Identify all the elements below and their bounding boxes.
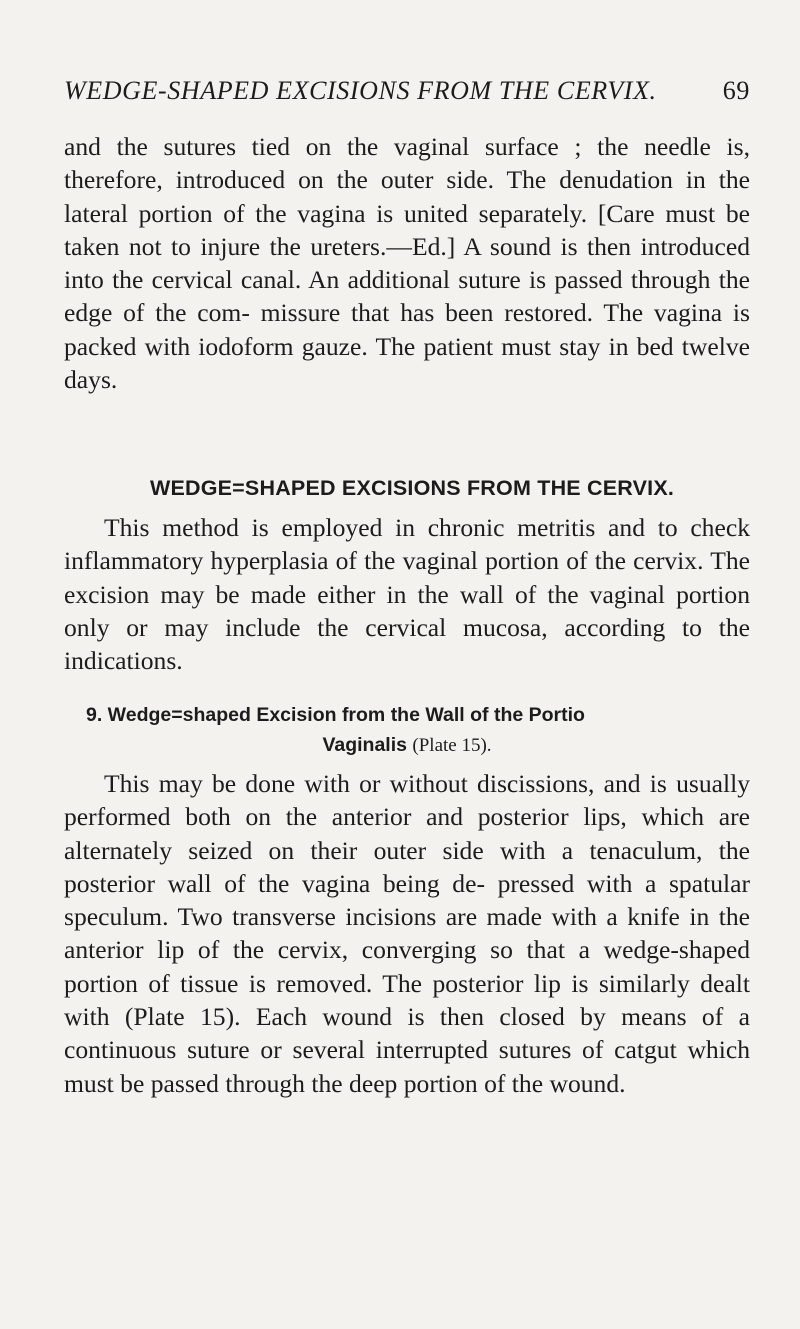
- subsection-heading-vaginalis: Vaginalis: [322, 734, 407, 756]
- section-heading: WEDGE=SHAPED EXCISIONS FROM THE CERVIX.: [149, 476, 675, 500]
- subsection-heading-line2: [64, 730, 750, 761]
- paragraph-continuation: and the sutures tied on the vaginal surface ; the needle is, therefore, introduced on the outer side. The denudation in the lateral portion of the vagina is united separately. [Care must be taken not to injure the ureters.—Ed.] A sound is then introduced into the cervical canal. An additional suture is passed through the edge of the com- missure that has been restored. The vagina is packed with iodoform gauze. The patient must stay in bed twelve days.: [64, 132, 750, 395]
- page-number: 69: [722, 76, 750, 105]
- paragraph-method: This method is employed in chronic metritis and to check inflammatory hyperplasia of the vaginal portion of the cervix. The excision may be made either in the wall of the vaginal portion only or may include the cervical mucosa, according to the indications.: [64, 513, 750, 676]
- plate-reference: (Plate 15).: [412, 735, 492, 756]
- running-head: [64, 76, 750, 116]
- subsection-heading: [64, 700, 750, 761]
- subsection-heading-line1: 9. Wedge=shaped Excision from the Wall of the Portio: [86, 704, 585, 726]
- paragraph-procedure: This may be done with or without discissions, and is usually performed both on the anterior and posterior lips, which are alternately seized on their outer side with a tenaculum, the posterior wall of the vagina being de- pressed with a spatular speculum. Two transverse incisions are made with a knife in the anterior lip of the cervix, converging so that a wedge-shaped portion of tissue is removed. The posterior lip is similarly dealt with (Plate 15). Each wound is then closed by means of a continuous suture or several interrupted sutures of catgut which must be passed through the deep portion of the wound.: [64, 769, 750, 1098]
- running-head-title: WEDGE-SHAPED EXCISIONS FROM THE CERVIX.: [64, 76, 657, 105]
